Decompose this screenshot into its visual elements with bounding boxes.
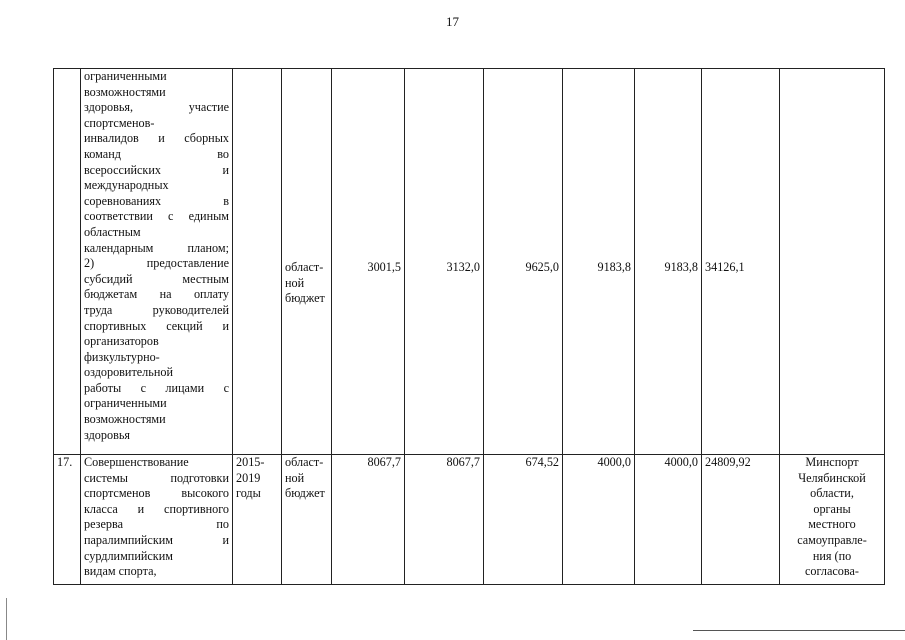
name-line: паралимпийским и bbox=[84, 532, 229, 547]
scan-margin-mark bbox=[6, 598, 7, 640]
name-line: труда руководителей bbox=[84, 302, 229, 317]
name-line: возможностями bbox=[84, 412, 166, 427]
executor-line: местного bbox=[808, 517, 856, 532]
value-2015: 3001,5 bbox=[367, 260, 401, 274]
name-line: видам спорта, bbox=[84, 564, 157, 579]
program-table bbox=[53, 68, 885, 585]
source-line: бюджет bbox=[285, 486, 325, 501]
value-2017: 9625,0 bbox=[525, 260, 559, 274]
value-2015-cell: 8067,7 bbox=[332, 455, 405, 585]
measure-name-cell bbox=[81, 455, 233, 585]
total-value: 34126,1 bbox=[705, 260, 745, 274]
name-line: международных bbox=[84, 178, 169, 193]
value-2018-cell bbox=[563, 69, 635, 455]
name-line: спортсменов- bbox=[84, 115, 155, 130]
table-row bbox=[54, 69, 885, 455]
period-line: годы bbox=[236, 486, 261, 501]
name-line: здоровья, участие bbox=[84, 100, 229, 115]
source-line: ной bbox=[285, 470, 305, 485]
value-2016: 3132,0 bbox=[446, 260, 480, 274]
value-2019-cell: 4000,0 bbox=[635, 455, 702, 585]
name-line: работы с лицами с bbox=[84, 380, 229, 395]
value-2015-cell bbox=[332, 69, 405, 455]
name-line: областным bbox=[84, 224, 141, 239]
name-line: здоровья bbox=[84, 427, 130, 442]
name-line: спортивных секций и bbox=[84, 318, 229, 333]
value-2019: 9183,8 bbox=[664, 260, 698, 274]
measure-name-cell bbox=[81, 69, 233, 455]
name-line: команд во bbox=[84, 146, 229, 161]
name-line: ограниченными bbox=[84, 69, 167, 83]
executor-cell bbox=[780, 455, 885, 585]
value-2018-cell: 4000,0 bbox=[563, 455, 635, 585]
name-line: календарным планом; bbox=[84, 240, 229, 255]
source-line: област- bbox=[285, 455, 324, 469]
name-line: субсидий местным bbox=[84, 271, 229, 286]
source-line: ной bbox=[285, 275, 305, 290]
period-line: 2015- bbox=[236, 455, 265, 469]
name-line: ограниченными bbox=[84, 396, 167, 411]
name-line: организаторов bbox=[84, 334, 159, 349]
executor-line: органы bbox=[813, 501, 851, 516]
executor-line: Челябинской bbox=[798, 470, 866, 485]
total-cell: 24809,92 bbox=[702, 455, 780, 585]
executor-line: самоуправле- bbox=[797, 532, 867, 547]
executor-line: области, bbox=[810, 486, 854, 501]
name-line: Совершенствование bbox=[84, 455, 189, 469]
executor-line: ния (по bbox=[812, 548, 852, 563]
total-cell bbox=[702, 69, 780, 455]
scan-edge-line bbox=[693, 630, 905, 631]
source-line: бюджет bbox=[285, 291, 325, 306]
name-line: системы подготовки bbox=[84, 470, 229, 485]
name-line: резерва по bbox=[84, 517, 229, 532]
period-cell bbox=[233, 455, 282, 585]
value-2016-cell: 8067,7 bbox=[405, 455, 484, 585]
name-line: 2) предоставление bbox=[84, 256, 229, 271]
source-line: област- bbox=[285, 260, 324, 274]
name-line: бюджетам на оплату bbox=[84, 287, 229, 302]
name-line: спортсменов высокого bbox=[84, 486, 229, 501]
table-row bbox=[54, 455, 885, 585]
name-line: физкультурно- bbox=[84, 349, 160, 364]
executor-line: Минспорт bbox=[805, 455, 859, 469]
value-2017-cell bbox=[484, 69, 563, 455]
value-2016-cell bbox=[405, 69, 484, 455]
name-line: класса и спортивного bbox=[84, 501, 229, 516]
executor-cell bbox=[780, 69, 885, 455]
name-line: сурдлимпийским bbox=[84, 548, 173, 563]
name-line: возможностями bbox=[84, 84, 166, 99]
name-line: инвалидов и сборных bbox=[84, 131, 229, 146]
page-number: 17 bbox=[446, 14, 459, 29]
row-number-cell bbox=[54, 69, 81, 455]
value-2019-cell bbox=[635, 69, 702, 455]
name-line: соответствии с единым bbox=[84, 209, 229, 224]
value-2018: 9183,8 bbox=[597, 260, 631, 274]
name-line: всероссийских и bbox=[84, 162, 229, 177]
period-line: 2019 bbox=[236, 470, 261, 485]
row-number-cell: 17. bbox=[54, 455, 81, 585]
name-line: оздоровительной bbox=[84, 365, 173, 380]
funding-source-cell bbox=[282, 455, 332, 585]
period-cell bbox=[233, 69, 282, 455]
value-2017-cell: 674,52 bbox=[484, 455, 563, 585]
funding-source-cell bbox=[282, 69, 332, 455]
name-line: соревнованиях в bbox=[84, 193, 229, 208]
executor-line: согласова- bbox=[805, 564, 859, 579]
